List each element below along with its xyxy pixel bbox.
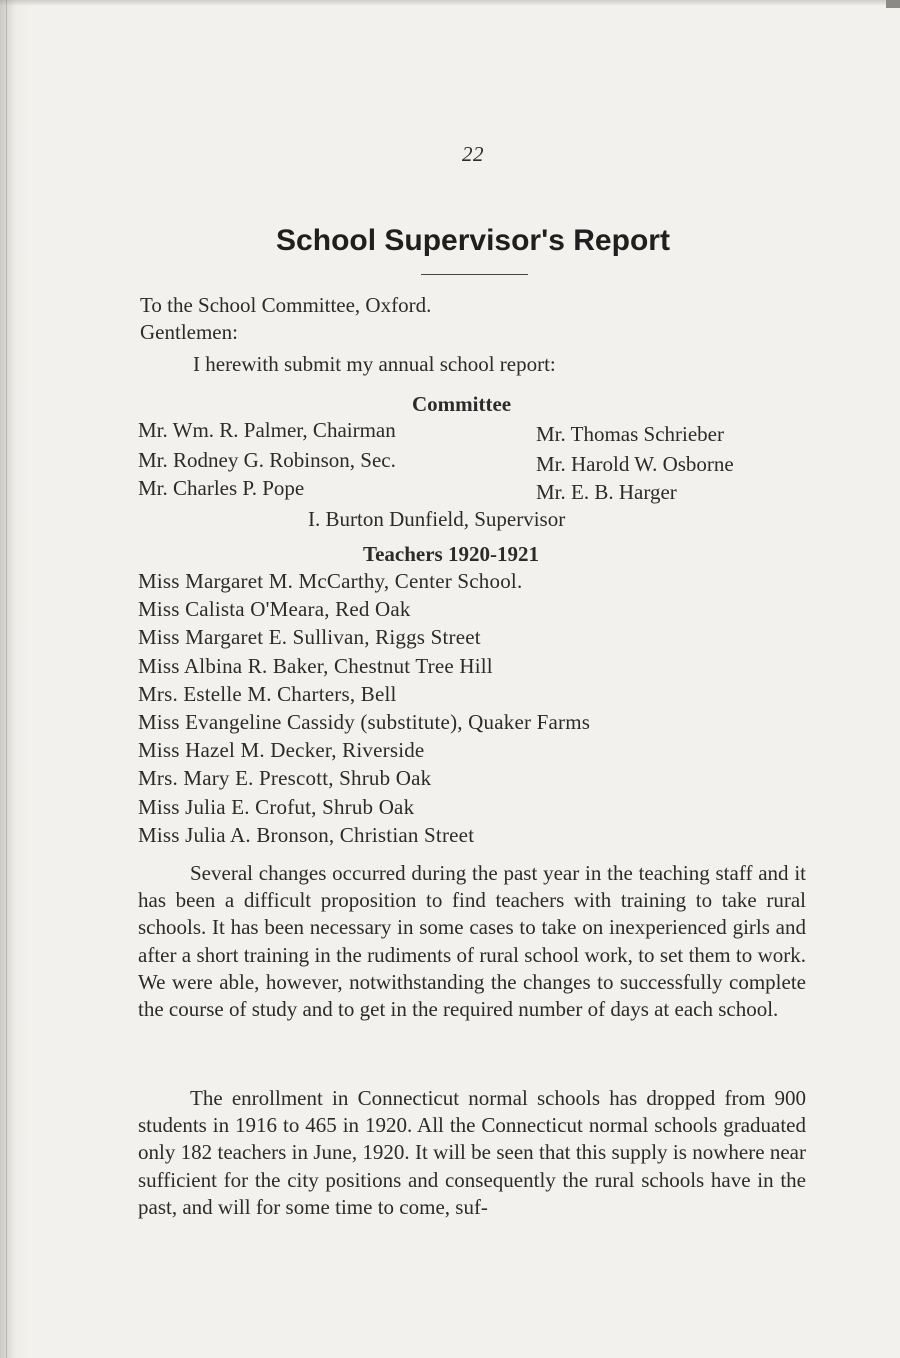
teacher-entry: Miss Margaret E. Sullivan, Riggs Street <box>138 625 481 650</box>
recipient-line: To the School Committee, Oxford. <box>140 293 432 317</box>
committee-member: Mr. E. B. Harger <box>536 480 677 504</box>
page-number: 22 <box>462 142 484 166</box>
teacher-entry: Miss Margaret M. McCarthy, Center School. <box>138 569 523 593</box>
teacher-entry: Mrs. Mary E. Prescott, Shrub Oak <box>138 766 432 791</box>
committee-member: Mr. Harold W. Osborne <box>536 452 734 476</box>
teacher-list <box>138 567 590 849</box>
teachers-heading: Teachers 1920-1921 <box>363 542 539 566</box>
page-binding-edge <box>0 0 28 1358</box>
teacher-entry: Mrs. Estelle M. Charters, Bell <box>138 681 397 706</box>
page-title: School Supervisor's Report <box>276 224 670 257</box>
committee-member: Mr. Rodney G. Robinson, Sec. <box>138 448 396 472</box>
committee-member: Mr. Thomas Schrieber <box>536 422 724 446</box>
intro-line: I herewith submit my annual school report: <box>193 352 556 376</box>
committee-member: Mr. Wm. R. Palmer, Chairman <box>138 418 396 442</box>
teacher-entry: Miss Hazel M. Decker, Riverside <box>138 738 425 763</box>
body-paragraph: The enrollment in Connecticut normal schools has dropped from 900 students in 1916 to 465 in 1920. All the Connecticut normal schools graduated only 182 teachers in June, 1920. It will be seen that this supply is nowhere near sufficient for the city positions and consequently the rural schools have in the past, and will for some time to come, suf- <box>138 1086 806 1219</box>
teacher-entry: Miss Evangeline Cassidy (substitute), Quaker Farms <box>138 709 591 734</box>
page-corner <box>886 0 900 8</box>
page-top-shadow <box>0 0 900 6</box>
body-paragraph: Several changes occurred during the past year in the teaching staff and it has been a difficult proposition to find teachers with training to take rural schools. It has been necessary in some cases to take on inexperienced girls and after a short training in the rudiments of rural school work, to set them to work. We were able, however, notwithstanding the changes to successfully complete the course of study and to get in the required number of days at each school. <box>138 861 806 1022</box>
greeting-line: Gentlemen: <box>140 320 238 344</box>
committee-heading: Committee <box>412 392 512 416</box>
teacher-entry: Miss Julia A. Bronson, Christian Street <box>138 822 475 847</box>
committee-member: Mr. Charles P. Pope <box>138 476 305 500</box>
supervisor-line: I. Burton Dunfield, Supervisor <box>308 507 566 531</box>
teacher-entry: Miss Calista O'Meara, Red Oak <box>138 597 411 622</box>
teacher-entry: Miss Julia E. Crofut, Shrub Oak <box>138 794 415 819</box>
teacher-entry: Miss Albina R. Baker, Chestnut Tree Hill <box>138 653 493 678</box>
title-divider <box>421 274 528 275</box>
